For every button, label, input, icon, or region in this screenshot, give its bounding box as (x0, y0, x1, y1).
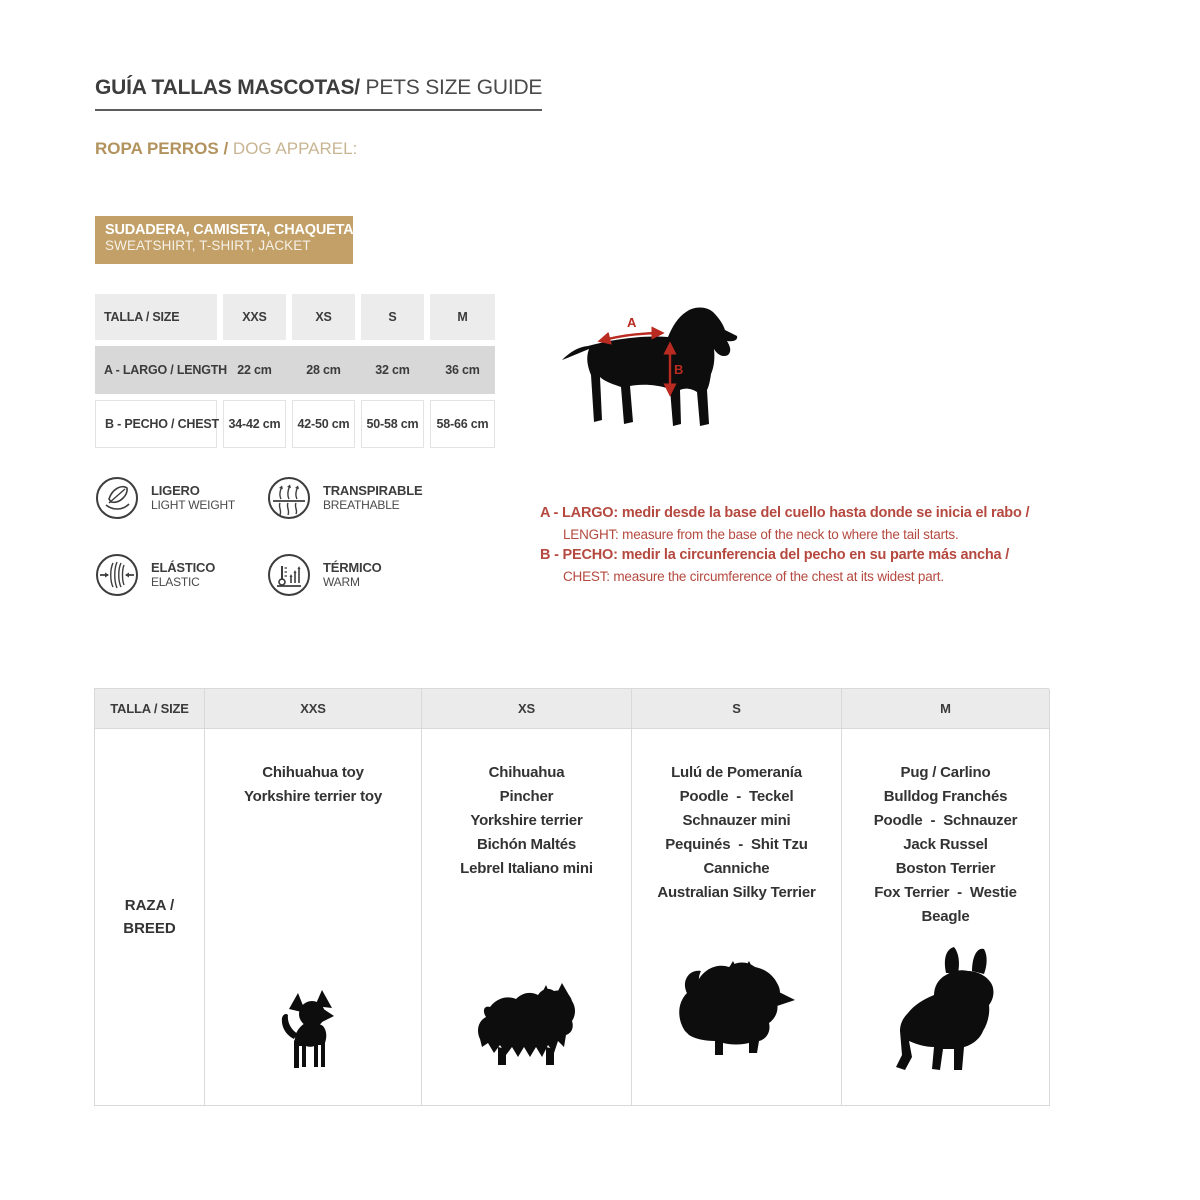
breed-cell-m (842, 729, 1050, 1106)
breed-line: Poodle - Teckel (679, 788, 794, 805)
length-xxs: 22 cm (237, 363, 272, 377)
breed-line: Lulú de Pomeranía (671, 764, 802, 781)
breed-line: Lebrel Italiano mini (460, 860, 593, 877)
size-table-header-xs: XS (292, 294, 355, 340)
feather-lightweight-icon (95, 476, 139, 520)
pomeranian-silhouette-icon (671, 953, 803, 1073)
breed-line: Canniche (703, 860, 770, 877)
breed-list-s (657, 761, 815, 905)
chest-s: 50-58 cm (361, 400, 424, 448)
breed-header-s: S (632, 689, 842, 729)
length-xs: 28 cm (306, 363, 341, 377)
page-title-es: GUÍA TALLAS MASCOTAS/ (95, 76, 360, 99)
subtitle-es: ROPA PERROS / (95, 139, 233, 158)
note-b-es: B - PECHO: medir la circunferencia del pecho en su parte más ancha / (540, 547, 1010, 563)
breed-row-label-en: BREED (123, 920, 176, 937)
breed-list-xs (460, 761, 593, 881)
breed-line: Pincher (499, 788, 554, 805)
chest-m: 58-66 cm (430, 400, 495, 448)
breed-line: Jack Russel (903, 836, 988, 853)
breed-row-label-es: RAZA / (124, 897, 175, 914)
feature-elastic-text (151, 560, 215, 590)
breed-line: Pequinés - Shit Tzu (665, 836, 808, 853)
breed-row-label (95, 729, 205, 1106)
chest-row-label: B - PECHO / CHEST (95, 400, 217, 448)
page-title (95, 76, 542, 111)
feature-title: TÉRMICO (323, 560, 382, 575)
dog-measurement-diagram (550, 296, 750, 448)
breed-header-xs: XS (422, 689, 632, 729)
breed-line: Poodle - Schnauzer (873, 812, 1018, 829)
breed-line: Australian Silky Terrier (657, 884, 816, 901)
length-s: 32 cm (375, 363, 410, 377)
chihuahua-silhouette-icon (272, 989, 354, 1077)
header (95, 76, 542, 111)
thermal-icon (267, 553, 311, 597)
size-table-header-talla: TALLA / SIZE (95, 294, 217, 340)
feature-subtitle: ELASTIC (151, 575, 200, 589)
yorkshire-silhouette-icon (468, 977, 586, 1077)
feature-subtitle: WARM (323, 575, 360, 589)
breed-line: Beagle (921, 908, 970, 925)
breed-cell-xxs (205, 729, 422, 1106)
size-table (95, 294, 495, 454)
feature-lightweight-text (151, 483, 235, 513)
length-row-label: A - LARGO / LENGTH (104, 363, 228, 377)
breed-list-xxs (244, 761, 382, 809)
breed-table (94, 688, 1049, 1106)
length-m: 36 cm (445, 363, 480, 377)
breed-header-talla: TALLA / SIZE (95, 689, 205, 729)
labrador-silhouette-icon (562, 308, 737, 427)
note-a-en: LENGHT: measure from the base of the neck to where the tail starts. (563, 527, 959, 542)
feature-title: TRANSPIRABLE (323, 483, 423, 498)
breed-cell-xs (422, 729, 632, 1106)
chest-xs: 42-50 cm (292, 400, 355, 448)
page-subtitle (95, 139, 357, 159)
feature-lightweight (95, 476, 267, 520)
arrow-label-a: A (627, 315, 637, 330)
arrow-label-b: B (674, 362, 684, 377)
breed-line: Boston Terrier (895, 860, 996, 877)
breed-header-xxs: XXS (205, 689, 422, 729)
size-table-header-xxs: XXS (223, 294, 286, 340)
breed-line: Bulldog Franchés (883, 788, 1008, 805)
feature-breathable-text (323, 483, 422, 513)
breed-cell-s (632, 729, 842, 1106)
size-table-header-row (95, 294, 495, 340)
size-table-chest-row (95, 400, 495, 448)
note-b-en: CHEST: measure the circumference of the chest at its widest part. (563, 569, 944, 584)
breed-line: Chihuahua toy (262, 764, 364, 781)
breed-header-m: M (842, 689, 1050, 729)
elastic-icon (95, 553, 139, 597)
breed-line: Fox Terrier - Westie (874, 884, 1017, 901)
feature-title: ELÁSTICO (151, 560, 216, 575)
banner-line-es: SUDADERA, CAMISETA, CHAQUETA/ (105, 222, 358, 238)
feature-thermal (267, 553, 487, 597)
page-title-en: PETS SIZE GUIDE (359, 76, 543, 99)
size-table-header-m: M (430, 294, 495, 340)
breathable-icon (267, 476, 311, 520)
french-bulldog-silhouette-icon (888, 943, 1003, 1081)
size-table-length-row (95, 346, 495, 394)
size-table-header-s: S (361, 294, 424, 340)
feature-subtitle: BREATHABLE (323, 498, 400, 512)
chest-xxs: 34-42 cm (223, 400, 286, 448)
fabric-features (95, 476, 487, 597)
note-a-es: A - LARGO: medir desde la base del cuello hasta donde se inicia el rabo / (540, 505, 1030, 521)
breed-list-m (874, 761, 1018, 929)
feature-elastic (95, 553, 267, 597)
feature-subtitle: LIGHT WEIGHT (151, 498, 236, 512)
garment-type-banner (95, 216, 358, 264)
breed-line: Yorkshire terrier toy (243, 788, 383, 805)
breed-line: Chihuahua (488, 764, 565, 781)
measuring-notes (540, 503, 1030, 587)
feature-title: LIGERO (151, 483, 200, 498)
breed-line: Schnauzer mini (682, 812, 791, 829)
subtitle-en: DOG APPAREL: (232, 139, 358, 158)
breed-line: Bichón Maltés (476, 836, 577, 853)
feature-thermal-text (323, 560, 382, 590)
banner-line-en: SWEATSHIRT, T-SHIRT, JACKET (105, 238, 311, 253)
feature-breathable (267, 476, 487, 520)
breed-line: Yorkshire terrier (470, 812, 583, 829)
breed-line: Pug / Carlino (900, 764, 991, 781)
